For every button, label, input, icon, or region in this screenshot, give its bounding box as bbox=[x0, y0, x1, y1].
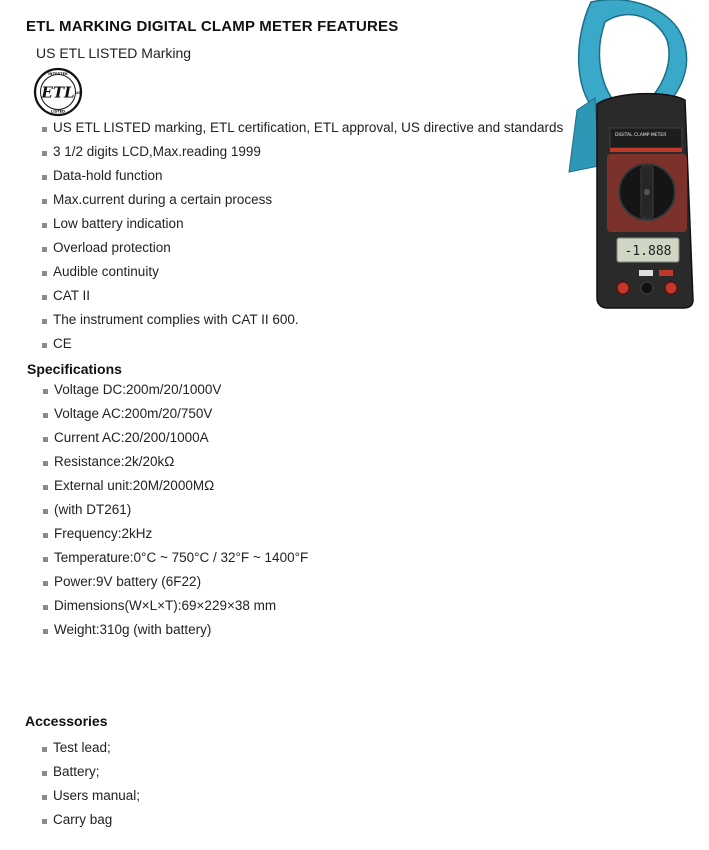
feature-item-text: The instrument complies with CAT II 600. bbox=[53, 312, 299, 327]
specification-item bbox=[43, 594, 308, 618]
accessories-heading: Accessories bbox=[25, 713, 108, 729]
bullet-square-icon bbox=[43, 629, 48, 634]
accessory-item-text: Carry bag bbox=[53, 812, 113, 827]
bullet-square-icon bbox=[42, 343, 47, 348]
accessory-item-text: Test lead; bbox=[53, 740, 111, 755]
bullet-square-icon bbox=[42, 819, 47, 824]
bullet-square-icon bbox=[43, 509, 48, 514]
etl-marking-line: US ETL LISTED Marking bbox=[36, 45, 192, 61]
feature-item-text: CAT II bbox=[53, 288, 91, 303]
bullet-square-icon bbox=[43, 485, 48, 490]
meter-lcd-reading: -1.888 bbox=[624, 244, 672, 259]
accessory-item bbox=[42, 784, 140, 808]
feature-item bbox=[42, 188, 563, 212]
feature-item bbox=[42, 116, 563, 140]
bullet-square-icon bbox=[42, 747, 47, 752]
clamp-meter-image-icon bbox=[555, 0, 705, 312]
specifications-heading: Specifications bbox=[27, 361, 122, 377]
specification-item-text: (with DT261) bbox=[54, 502, 132, 517]
feature-item-text: Max.current during a certain process bbox=[53, 192, 273, 207]
specification-item bbox=[43, 474, 308, 498]
bullet-square-icon bbox=[43, 605, 48, 610]
specification-item-text: Weight:310g (with battery) bbox=[54, 622, 212, 637]
feature-item bbox=[42, 140, 563, 164]
specification-item-text: Voltage AC:200m/20/750V bbox=[54, 406, 213, 421]
accessories-list bbox=[42, 736, 140, 832]
bullet-square-icon bbox=[43, 461, 48, 466]
feature-item-text: 3 1/2 digits LCD,Max.reading 1999 bbox=[53, 144, 261, 159]
feature-item-text: Overload protection bbox=[53, 240, 171, 255]
specification-item bbox=[43, 402, 308, 426]
accessory-item bbox=[42, 808, 140, 832]
bullet-square-icon bbox=[43, 557, 48, 562]
feature-item bbox=[42, 212, 563, 236]
specification-item-text: Power:9V battery (6F22) bbox=[54, 574, 202, 589]
specification-item bbox=[43, 618, 308, 642]
accessory-item-text: Users manual; bbox=[53, 788, 141, 803]
bullet-square-icon bbox=[43, 533, 48, 538]
feature-item-text: CE bbox=[53, 336, 72, 351]
bullet-square-icon bbox=[43, 437, 48, 442]
specification-item bbox=[43, 570, 308, 594]
logo-side-text: US bbox=[75, 91, 81, 95]
feature-item bbox=[42, 284, 563, 308]
bullet-square-icon bbox=[43, 581, 48, 586]
accessory-item bbox=[42, 760, 140, 784]
specification-item bbox=[43, 522, 308, 546]
specification-item bbox=[43, 546, 308, 570]
specification-item-text: External unit:20M/2000MΩ bbox=[54, 478, 215, 493]
bullet-square-icon bbox=[42, 795, 47, 800]
bullet-square-icon bbox=[43, 413, 48, 418]
bullet-square-icon bbox=[42, 295, 47, 300]
bullet-square-icon bbox=[42, 247, 47, 252]
meter-model-label: DIGITAL CLAMP METER bbox=[615, 133, 667, 138]
specification-item bbox=[43, 498, 308, 522]
specification-item bbox=[43, 426, 308, 450]
bullet-square-icon bbox=[42, 199, 47, 204]
bullet-square-icon bbox=[42, 175, 47, 180]
feature-item-text: Data-hold function bbox=[53, 168, 163, 183]
bullet-square-icon bbox=[42, 151, 47, 156]
feature-item bbox=[42, 164, 563, 188]
feature-item bbox=[42, 308, 563, 332]
specification-item-text: Temperature:0°C ~ 750°C / 32°F ~ 1400°F bbox=[54, 550, 309, 565]
features-list bbox=[42, 116, 563, 356]
feature-item-text: Audible continuity bbox=[53, 264, 159, 279]
bullet-square-icon bbox=[42, 319, 47, 324]
feature-item bbox=[42, 260, 563, 284]
specifications-list bbox=[43, 378, 308, 642]
specification-item-text: Frequency:2kHz bbox=[54, 526, 153, 541]
specification-item bbox=[43, 450, 308, 474]
bullet-square-icon bbox=[42, 271, 47, 276]
etl-listed-logo-icon bbox=[33, 67, 83, 117]
logo-top-text: INTERTEK bbox=[48, 72, 68, 76]
specification-item-text: Resistance:2k/20kΩ bbox=[54, 454, 175, 469]
logo-letters: ETL bbox=[41, 83, 75, 102]
clamp-jaw bbox=[579, 0, 687, 110]
specification-item-text: Dimensions(W×L×T):69×229×38 mm bbox=[54, 598, 277, 613]
feature-item-text: US ETL LISTED marking, ETL certification, ETL approval, US directive and standards bbox=[53, 120, 564, 135]
page-title: ETL MARKING DIGITAL CLAMP METER FEATURES bbox=[26, 18, 399, 35]
feature-item-text: Low battery indication bbox=[53, 216, 184, 231]
feature-item bbox=[42, 332, 563, 356]
specification-item-text: Current AC:20/200/1000A bbox=[54, 430, 209, 445]
bullet-square-icon bbox=[42, 771, 47, 776]
accessory-item-text: Battery; bbox=[53, 764, 100, 779]
specification-item bbox=[43, 378, 308, 402]
logo-bottom-text: LISTED bbox=[50, 109, 66, 114]
feature-item bbox=[42, 236, 563, 260]
bullet-square-icon bbox=[43, 389, 48, 394]
accessory-item bbox=[42, 736, 140, 760]
bullet-square-icon bbox=[42, 223, 47, 228]
bullet-square-icon bbox=[42, 127, 47, 132]
specification-item-text: Voltage DC:200m/20/1000V bbox=[54, 382, 222, 397]
